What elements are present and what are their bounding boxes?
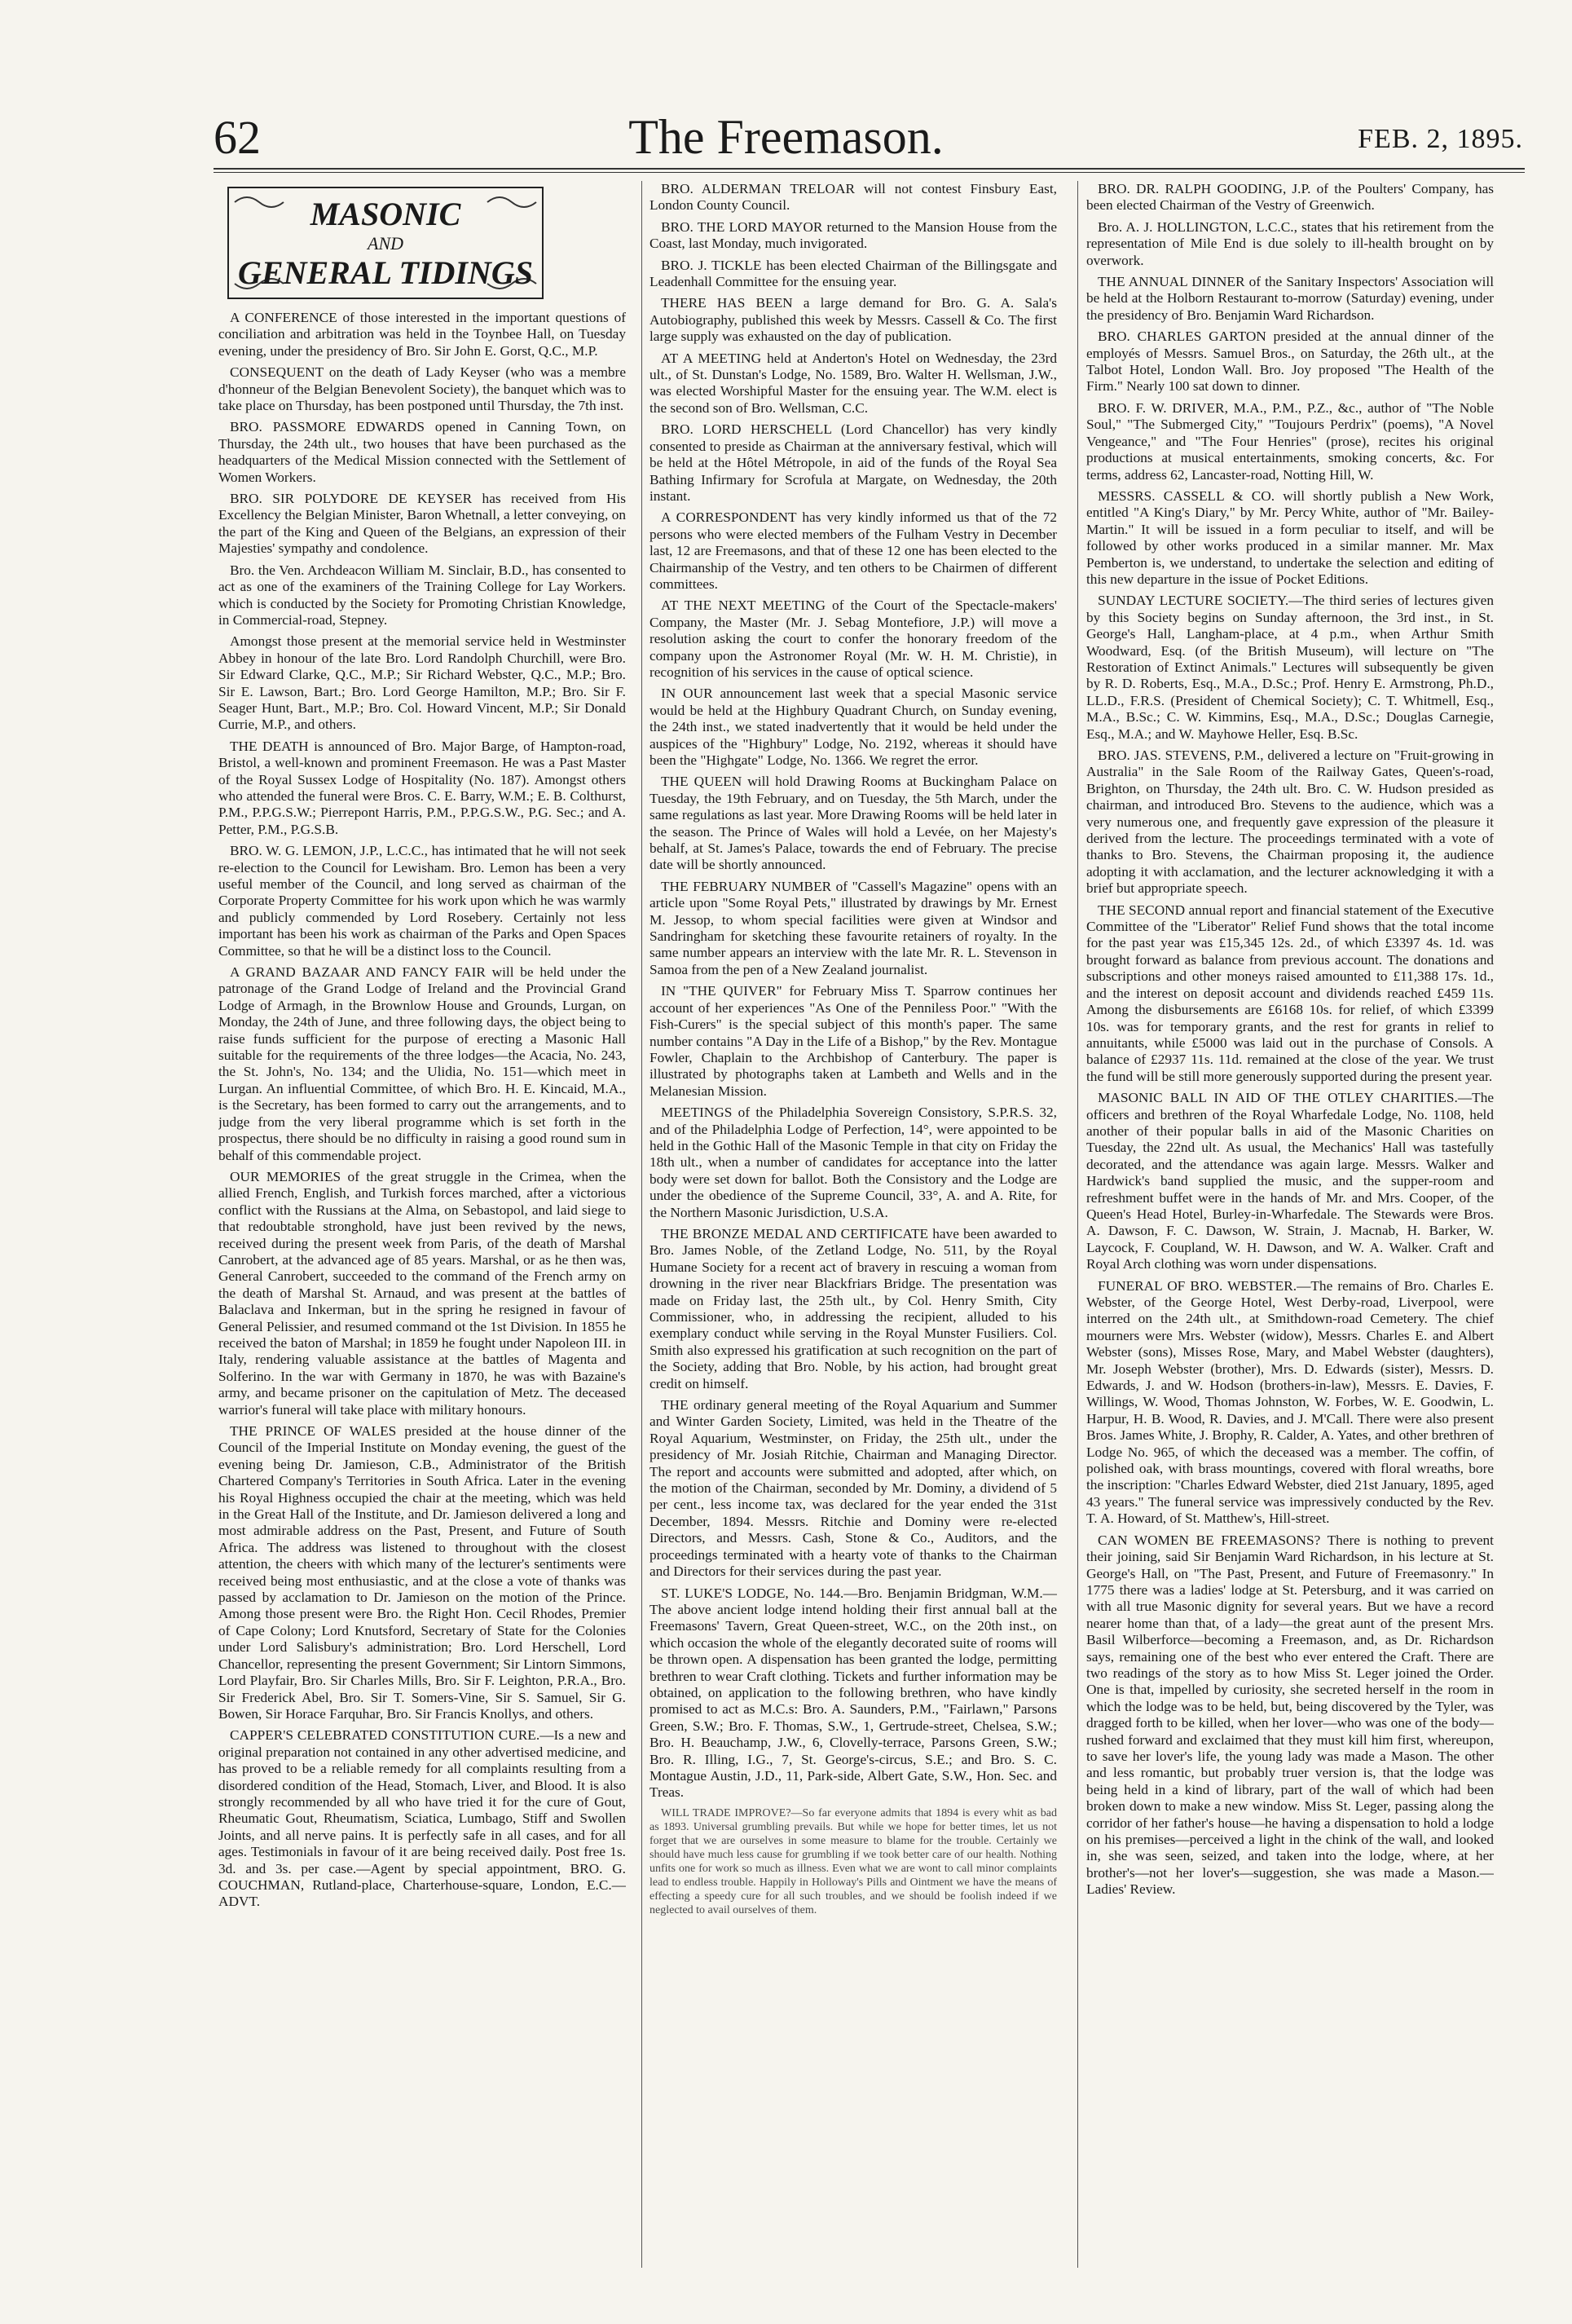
article-paragraph: MEETINGS of the Philadelphia Sovereign Consistory, S.P.R.S. 32, and of the Philadelphia Lodge of Perfection, 14°, were appointed to be held in the Gothic Hall of the Masonic Temple in that city on Friday the 18th ult., when a number of candidates for acceptance into the latter body were set down for ballot. Both the Consistory and the Lodge are under the obedience of the Supreme Council, 33°, A. and A. Rite, for the Northern Masonic Jurisdiction, U.S.A. [649, 1105, 1057, 1220]
article-paragraph: WILL TRADE IMPROVE?—So far everyone admits that 1894 is every whit as bad as 1893. Universal grumbling prevails. But while we hope for better times, let us not forget that we are ourselves in some measure to blame for the trouble. Certainly we should have much less cause for grumbling if we took better care of our health. Nothing unfits one for work so much as illness. Even what we are wont to call minor complaints lead to endless trouble. Happily in Holloway's Pills and Ointment we have the means of effecting a speedy cure for all such troubles, and we should be foolish indeed if we neglected to avail ourselves of them. [649, 1806, 1057, 1916]
article-paragraph: CAPPER'S CELEBRATED CONSTITUTION CURE.—Is a new and original preparation not contained in any other advertised medicine, and has proved to be a reliable remedy for all complaints resulting from a disordered condition of the Head, Stomach, Liver, and Blood. It is also strongly recommended by all who have tried it for the cure of Gout, Rheumatic Gout, Rheumatism, Sciatica, Lumbago, Stiff and Swollen Joints, and all nerve pains. It is perfectly safe in all cases, and for all ages. Testimonials in favour of it are being received daily. Post free 1s. 3d. and 3s. per case.—Agent by special appointment, BRO. G. COUCHMAN, Rutland-place, Charterhouse-square, London, E.C.—ADVT. [218, 1727, 626, 1910]
article-paragraph: SUNDAY LECTURE SOCIETY.—The third series of lectures given by this Society begins on Sunday afternoon, the 3rd inst., in St. George's Hall, Langham-place, at 4 p.m., when Arthur Smith Woodward, Esq. (of the British Museum), will lecture on "The Restoration of Extinct Animals." Lectures will subsequently be given by R. D. Roberts, Esq., M.A., D.Sc.; Prof. Henry E. Armstrong, Ph.D., LL.D., F.R.S. (President of Chemical Society); C. T. Whitmell, Esq., M.A., B.Sc.; C. W. Kimmins, Esq., M.A., D.Sc.; Douglas Carnegie, Esq., M.A.; and W. Mayhowe Heller, Esq. B.Sc. [1086, 593, 1494, 742]
masthead-line-1: MASONIC [310, 196, 461, 232]
header-rule-thin [214, 172, 1525, 173]
article-paragraph: CONSEQUENT on the death of Lady Keyser (who was a membre d'honneur of the Belgian Benevolent Society), the banquet which was to take place on Thursday, has been postponed until Thursday, the 7th inst. [218, 364, 626, 414]
masthead-line-3: GENERAL TIDINGS [238, 254, 533, 291]
article-paragraph: BRO. W. G. LEMON, J.P., L.C.C., has intimated that he will not seek re-election to the Council for Lewisham. Bro. Lemon has been a very useful member of the Council, and long served as chairman of the Corporate Property Committee for his work upon which he was warmly and publicly commended by Lord Rosebery. Certainly not less important has been his work as chairman of the Parks and Open Spaces Committee, so that he will be a distinct loss to the Council. [218, 843, 626, 959]
article-paragraph: A GRAND BAZAAR AND FANCY FAIR will be held under the patronage of the Grand Lodge of Ireland and the Provincial Grand Lodge of Armagh, in the Brownlow House and Grounds, Lurgan, on Monday, the 24th of June, and three following days, the object being to raise funds sufficient for the purpose of erecting a Masonic Hall suitable for the requirements of the three lodges—the Acacia, No. 243, the St. John's, No. 134; and the Ulidia, No. 151—which meet in Lurgan. An influential Committee, of which Bro. H. E. Kincaid, M.A., is the Secretary, has been formed to carry out the arrangements, and to judge from the very liberal programme which is set forth in the prospectus, there should be no difficulty in raising a good round sum in behalf of this commendable project. [218, 964, 626, 1163]
article-paragraph: A CORRESPONDENT has very kindly informed us that of the 72 persons who were elected members of the Fulham Vestry in December last, 12 are Freemasons, and that of these 12 one has been elected to the Chairmanship of the Vestry, and ten others to be Chairmen of different committees. [649, 509, 1057, 592]
article-paragraph: AT A MEETING held at Anderton's Hotel on Wednesday, the 23rd ult., of St. Dunstan's Lodge, No. 1589, Bro. Walter H. Wellsman, J.W., was elected Worshipful Master for the ensuing year. The W.M. elect is the second son of Bro. Wellsman, C.C. [649, 350, 1057, 416]
column-1 [218, 181, 626, 2276]
header-rule [214, 168, 1525, 170]
article-paragraph: THERE HAS BEEN a large demand for Bro. G. A. Sala's Autobiography, published this week by Messrs. Cassell & Co. The first large supply was exhausted on the day of publication. [649, 295, 1057, 345]
article-paragraph: THE ordinary general meeting of the Royal Aquarium and Summer and Winter Garden Society, Limited, was held in the Theatre of the Royal Aquarium, Westminster, on Friday, the 25th ult., under the presidency of Mr. Josiah Ritchie, Chairman and Managing Director. The report and accounts were submitted and adopted, after which, on the motion of the Chairman, seconded by Mr. Dominy, a dividend of 5 per cent., less income tax, was declared for the year ended the 31st December, 1894. Messrs. Ritchie and Dominy were re-elected Directors, and Messrs. Cash, Stone & Co., Auditors, and the proceedings terminated with a hearty vote of thanks to the Chairman and Directors for their services during the past year. [649, 1397, 1057, 1580]
article-paragraph: IN "THE QUIVER" for February Miss T. Sparrow continues her account of her experiences "As One of the Penniless Poor." "With the Fish-Curers" is the special subject of this month's paper. The same number contains "A Day in the Life of a Bishop," by the Rev. Montague Fowler, Chaplain to the Archbishop of Canterbury. The paper is illustrated by photographs taken at Lambeth and Wells and in the Melanesian Mission. [649, 983, 1057, 1099]
article-paragraph: AT THE NEXT MEETING of the Court of the Spectacle-makers' Company, the Master (Mr. J. Sebag Montefiore, J.P.) will move a resolution asking the court to confer the honorary freedom of the company upon the Astronomer Royal (Mr. W. H. M. Christie), in recognition of his services in the cause of optical science. [649, 598, 1057, 680]
issue-date: FEB. 2, 1895. [1358, 124, 1523, 154]
article-paragraph: MASONIC BALL IN AID OF THE OTLEY CHARITIES.—The officers and brethren of the Royal Wharfedale Lodge, No. 1108, held another of their popular balls in aid of the Masonic Charities on Tuesday, the 22nd ult. As usual, the Mechanics' Hall was tastefully decorated, and the attendance was again large. Messrs. Walker and Hardwick's band supplied the music, and the supper-room and refreshment buffet were in the hands of Mr. and Mrs. Cooper, of the Queen's Head Hotel, Burley-in-Wharfedale. The Stewards were Bros. A. Dawson, F. C. Dawson, W. Strain, J. Macnab, H. Barker, W. Laycock, F. Coupland, W. H. Dawson, and W. A. Walker. Craft and Royal Arch clothing was worn under dispensations. [1086, 1090, 1494, 1272]
article-paragraph: IN OUR announcement last week that a special Masonic service would be held at the Highbury Quadrant Church, on Sunday evening, the 24th inst., we stated inadvertently that it would be held under the auspices of the "Highbury" Lodge, No. 2192, whereas it should have been the "Highgate" Lodge, No. 1366. We regret the error. [649, 686, 1057, 768]
article-paragraph: BRO. PASSMORE EDWARDS opened in Canning Town, on Thursday, the 24th ult., two houses that have been purchased as the headquarters of the Medical Mission connected with the Settlement of Women Workers. [218, 419, 626, 485]
column-divider [1077, 181, 1078, 2268]
article-paragraph: BRO. DR. RALPH GOODING, J.P. of the Poulters' Company, has been elected Chairman of the Vestry of Greenwich. [1086, 181, 1494, 214]
article-paragraph: BRO. SIR POLYDORE DE KEYSER has received from His Excellency the Belgian Minister, Baron Whetnall, a letter conveying, on the part of the King and Queen of the Belgians, an expression of their Majesties' sympathy and condolence. [218, 491, 626, 557]
article-paragraph: THE FEBRUARY NUMBER of "Cassell's Magazine" opens with an article upon "Some Royal Pets," illustrated by drawings by Mr. Ernest M. Jessop, to whom special facilities were given at Windsor and Sandringham for sketching these favourite retainers of royalty. In the same number appears an interview with the late Mr. R. L. Stevenson in Samoa from the pen of a New Zealand journalist. [649, 878, 1057, 977]
article-paragraph: THE BRONZE MEDAL AND CERTIFICATE have been awarded to Bro. James Noble, of the Zetland Lodge, No. 511, by the Royal Humane Society for a recent act of bravery in rescuing a woman from drowning in the river near Blackfriars Bridge. The presentation was made on Friday last, the 25th ult., by Col. Henry Smith, City Commissioner, who, in addressing the recipient, alluded to his exemplary conduct while serving in the Royal Munster Fusiliers. Col. Smith also expressed his gratification at such recognition on the part of the Society, adding that Bro. Noble, by his action, had brought great credit on himself. [649, 1225, 1057, 1391]
page-header [0, 0, 1572, 163]
article-paragraph: BRO. JAS. STEVENS, P.M., delivered a lecture on "Fruit-growing in Australia" in the Sale Room of the Railway Gates, Queen's-road, Brighton, on Thursday, the 24th ult. Bro. C. W. Hudson presided as chairman, and introduced Bro. Stevens to the audience, which was a very numerous one, and frequently gave expression of the pleasure it derived from the lecture. The proceedings terminated with a vote of thanks to Bro. Stevens, the Chairman proposing it, the audience adopting it with acclamation, and the lecturer acknowledging it with a brief but appropriate speech. [1086, 747, 1494, 897]
article-paragraph: BRO. THE LORD MAYOR returned to the Mansion House from the Coast, last Monday, much invigorated. [649, 218, 1057, 252]
article-paragraph: ST. LUKE'S LODGE, No. 144.—Bro. Benjamin Bridgman, W.M.—The above ancient lodge intend holding their first annual ball at the Freemasons' Tavern, Great Queen-street, W.C., on the 20th inst., on which occasion the whole of the elegantly decorated suite of rooms will be thrown open. A dispensation has been granted the lodge, permitting brethren to wear Craft clothing. Tickets and further information may be obtained, on application to the following brethren, who have kindly promised to act as M.C.s: Bro. A. Saunders, P.M., "Fairlawn," Parsons Green, S.W.; Bro. F. Thomas, S.W., 1, Gertrude-street, Chelsea, S.W.; Bro. H. Beauchamp, J.W., 6, Clovelly-terrace, Parsons Green, S.W.; Bro. R. Illing, I.G., 7, St. George's-circus, S.E.; and Bro. S. C. Montague Austin, J.D., 11, Park-side, Albert Gate, S.W., Hon. Sec. and Treas. [649, 1585, 1057, 1801]
publication-title: The Freemason. [628, 110, 944, 164]
article-paragraph: THE SECOND annual report and financial statement of the Executive Committee of the "Liberator" Relief Fund shows that the total income for the past year was £15,345 12s. 2d., of which £3397 4s. 1d. was brought forward as balance from previous account. The donations and subscriptions and other moneys raised amounted to £11,388 17s. 1d., and the interest on deposit account and dividends reached £459 11s. Among the disbursements are £6168 10s. for relief, of which £3399 10s. was for temporary grants, and the rest for grants in relief to annuitants, while £5000 was laid out in the purchase of Consols. A balance of £2937 11s. 11d. remained at the close of the year. We trust the fund will be still more generously supported during the present year. [1086, 902, 1494, 1084]
column-2 [649, 181, 1057, 2276]
article-paragraph: MESSRS. CASSELL & CO. will shortly publish a New Work, entitled "A King's Diary," by Mr. Percy White, author of "Mr. Bailey-Martin." It will be issued in a form peculiar to itself, and will be followed by other works produced in a similar manner. Mr. Max Pemberton is, we understand, to undertake the selection and editing of this new departure in the issue of Pocket Editions. [1086, 487, 1494, 587]
column-divider [641, 181, 642, 2268]
article-paragraph: OUR MEMORIES of the great struggle in the Crimea, when the allied French, English, and Turkish forces marched, after a victorious conflict with the Russians at the Alma, on Sebastopol, and laid siege to that redoubtable stronghold, have just been revived by the news, received during the present week from Paris, of the death of Marshal Canrobert, at the advanced age of 85 years. Marshal, or as he then was, General Canrobert, succeeded to the command of the French army on the death of Marshal St. Arnaud, and was present at the battles of Balaclava and Inkerman, but in the spring he resigned in favour of General Pelissier, and resumed command ot the 1st Division. In 1855 he received the baton of Marshal; in 1859 he fought under Napoleon III. in Italy, rendering valuable assistance at the battles of Magenta and Solferino. In the war with Germany in 1870, he was with Bazaine's army, and became prisoner on the capitulation of Metz. The deceased warrior's funeral will take place with military honours. [218, 1168, 626, 1418]
article-paragraph: THE DEATH is announced of Bro. Major Barge, of Hampton-road, Bristol, a well-known and prominent Freemason. He was a Past Master of the Royal Sussex Lodge of Hospitality (No. 187). Amongst others who attended the funeral were Bros. C. E. Barry, W.M.; E. B. Colthurst, P.M., P.P.G.S.W.; Pierrepont Harris, P.M., P.P.G.S.W., P.G. Sec.; and A. Petter, P.M., P.G.S.B. [218, 738, 626, 837]
article-paragraph: FUNERAL OF BRO. WEBSTER.—The remains of Bro. Charles E. Webster, of the George Hotel, West Derby-road, Liverpool, were interred on the 24th ult., at Smithdown-road Cemetery. The chief mourners were Mrs. Webster (widow), Messrs. Charles E. and Albert Webster (sons), Misses Rose, Mary, and Mabel Webster (daughters), Mr. Joseph Webster (brother), Mrs. D. Edwards (sister), Messrs. D. Edwards, J. and W. Hodson (brothers-in-law), Messrs. E. Davies, F. Willings, W. Wood, Thomas Johnston, W. Forbes, W. E. Goodwin, L. Harpur, H. B. Wood, R. Davies, and J. M'Call. There were also present Bros. James White, J. Brophy, R. Calder, A. Yates, and other brethren of Lodge No. 965, of which the deceased was a member. The coffin, of polished oak, with brass mountings, covered with floral wreaths, bore the inscription: "Charles Edward Webster, died 21st January, 1895, aged 43 years." The funeral service was impressively conducted by the Rev. T. A. Howard, of St. Matthew's, Hill-street. [1086, 1277, 1494, 1527]
page-number: 62 [214, 111, 261, 164]
article-paragraph: THE QUEEN will hold Drawing Rooms at Buckingham Palace on Tuesday, the 19th February, and on Tuesday, the 5th March, under the same regulations as last year. More Drawing Rooms will be held later in the season. The Prince of Wales will hold a Levée, on her Majesty's behalf, at St. James's Palace, towards the end of February. The precise date will be shortly announced. [649, 774, 1057, 873]
article-paragraph: Bro. A. J. HOLLINGTON, L.C.C., states that his retirement from the representation of Mile End is due solely to ill-health brought on by overwork. [1086, 218, 1494, 268]
article-paragraph: A CONFERENCE of those interested in the important questions of conciliation and arbitration was held in the Toynbee Hall, on Tuesday evening, under the presidency of Bro. Sir John E. Gorst, Q.C., M.P. [218, 310, 626, 359]
article-paragraph: Amongst those present at the memorial service held in Westminster Abbey in honour of the late Bro. Lord Randolph Churchill, were Bro. Sir Edward Clarke, Q.C., M.P.; Sir Richard Webster, Q.C., M.P.; Bro. Sir E. Lawson, Bart.; Bro. Lord George Hamilton, M.P.; Bro. Sir F. Seager Hunt, Bart., M.P.; Bro. Col. Howard Vincent, M.P.; Sir Donald Currie, M.P., and others. [218, 633, 626, 733]
masthead-line-2: AND [368, 233, 403, 254]
article-paragraph: BRO. CHARLES GARTON presided at the annual dinner of the employés of Messrs. Samuel Bros., on Saturday, the 26th ult., at the Talbot Hotel, London Wall. Bro. Joy proposed "The Health of the Firm." Nearly 100 sat down to dinner. [1086, 329, 1494, 395]
article-paragraph: BRO. F. W. DRIVER, M.A., P.M., P.Z., &c., author of "The Noble Soul," "The Submerged City," "Toujours Perdrix" (poems), "A Novel Vengeance," and "The Four Henries" (prose), recites his original productions at musical entertainments, smoking concerts, &c. For terms, address 62, Lancaster-road, Notting Hill, W. [1086, 399, 1494, 483]
article-paragraph: BRO. ALDERMAN TRELOAR will not contest Finsbury East, London County Council. [649, 181, 1057, 214]
article-paragraph: THE PRINCE OF WALES presided at the house dinner of the Council of the Imperial Institute on Monday evening, the guest of the evening being Dr. Jamieson, C.B., Administrator of the British Chartered Company's Territories in South Africa. Later in the evening his Royal Highness occupied the chair at the meeting, which was held in the Great Hall of the Institute, and Dr. Jamieson delivered a long and most admirable address on the Past, Present, and Future of South Africa. The address was listened to throughout with the closest attention, the cheers with which many of the lecturer's sentiments were received being most enthusiastic, and at the close a vote of thanks was passed by acclamation to Dr. Jamieson on the motion of the Prince. Among those present were Bro. the Right Hon. Cecil Rhodes, Premier of Cape Colony; Lord Knutsford, Secretary of State for the Colonies under Lord Salisbury's administration; Bro. Lord Herschell, Lord Chancellor, representing the present Government; Sir Lintorn Simmons, Lord Playfair, Bro. Sir Charles Mills, Bro. Sir F. Leighton, P.R.A., Bro. Sir Frederick Abel, Bro. Sir T. Somers-Vine, Sir S. Samuel, Sir G. Bowen, Sir Horace Farquhar, Bro. Sir Francis Knollys, and others. [218, 1423, 626, 1722]
article-paragraph: THE ANNUAL DINNER of the Sanitary Inspectors' Association will be held at the Holborn Restaurant to-morrow (Saturday) evening, under the presidency of Bro. Benjamin Ward Richardson. [1086, 274, 1494, 323]
article-paragraph: BRO. LORD HERSCHELL (Lord Chancellor) has very kindly consented to preside as Chairman at the anniversary festival, which will be held at the Hôtel Métropole, in aid of the funds of the Royal Sea Bathing Infirmary for Scrofula at Margate, on Wednesday, the 20th instant. [649, 421, 1057, 504]
article-paragraph: BRO. J. TICKLE has been elected Chairman of the Billingsgate and Leadenhall Committee for the ensuing year. [649, 257, 1057, 290]
article-paragraph: Bro. the Ven. Archdeacon William M. Sinclair, B.D., has consented to act as one of the examiners of the Training College for Lay Workers. which is conducted by the Society for Promoting Christian Knowledge, in Commercial-road, Stepney. [218, 562, 626, 628]
article-paragraph: CAN WOMEN BE FREEMASONS? There is nothing to prevent their joining, said Sir Benjamin Ward Richardson, in his lecture at St. George's Hall, on "The Past, Present, and Future of Freemasonry." In 1775 there was a ladies' lodge at St. Petersburg, and it was carried on with all true Masonic dignity for several years. But we have a record nearer home than that, of a lady—the great aunt of the present Mrs. Basil Wilberforce—becoming a Freemason, and, as Dr. Richardson says, remaining one of the best who ever entered the Craft. There are two readings of the story as to how Miss St. Leger joined the Order. One is that, impelled by curiosity, she secreted herself in the room in which the lodge was to be held, but, being discovered by the Tyler, was dragged forth to be killed, when her lover—who was one of the body—rushed forward and exclaimed that they must kill him first, whereupon, to save her lover's life, the young lady was made a Mason. The other and less romantic, but probably truer version is, that the lodge was being held in a kind of library, part of the wall of which had been broken down to make a new window. Miss St. Leger, passing along the corridor of her father's house—he having a dispensation to hold a lodge on his premises—perceived a light in the chink of the wall, and looked in, she was seen, seized, and taken into the lodge, where, at her brother's—not her lover's—suggestion, she was made a Mason.—Ladies' Review. [1086, 1532, 1494, 1898]
masonic-tidings-masthead [227, 186, 544, 300]
column-3 [1086, 181, 1494, 2276]
